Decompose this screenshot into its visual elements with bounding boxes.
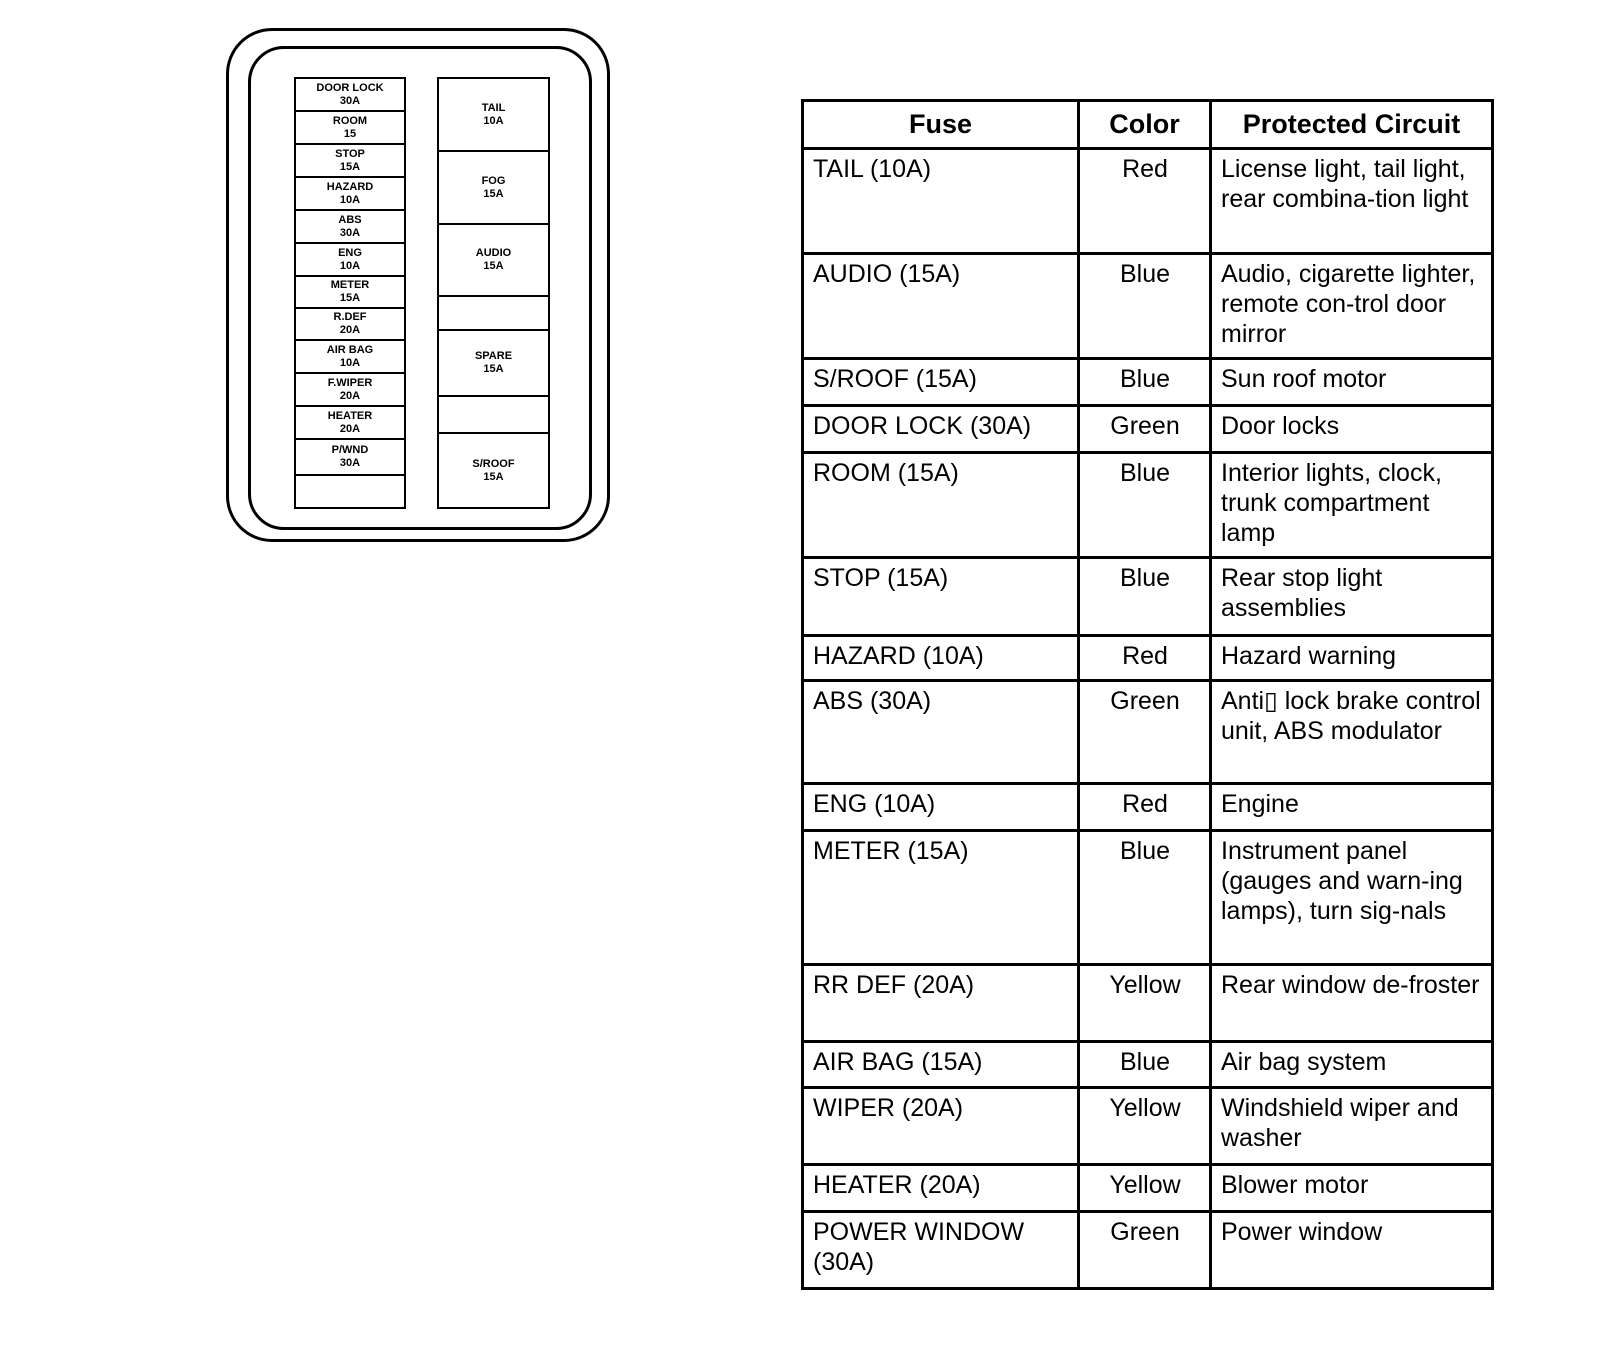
- cell-circuit: Sun roof motor: [1211, 359, 1493, 406]
- header-protected-circuit: Protected Circuit: [1211, 101, 1493, 149]
- table-row: [803, 636, 1493, 681]
- cell-circuit: Anti▯ lock brake control unit, ABS modulator: [1211, 681, 1493, 784]
- fuse-slot-rating: 10A: [483, 114, 504, 127]
- table-row: [803, 831, 1493, 965]
- fuse-slot-name: P/WND: [331, 444, 369, 456]
- table-row: [803, 1165, 1493, 1212]
- fuse-slot-sunroof: [439, 434, 548, 507]
- fuse-slot-name: R.DEF: [333, 311, 367, 323]
- fuse-slot-name: METER: [330, 279, 370, 291]
- cell-color: Blue: [1079, 453, 1211, 558]
- header-fuse: Fuse: [803, 101, 1079, 149]
- table-row: [803, 784, 1493, 831]
- fuse-slot-name: ABS: [338, 213, 362, 226]
- fuse-slot-rating: 30A: [339, 94, 361, 107]
- table-row: [803, 1088, 1493, 1165]
- fuse-table: [801, 99, 1494, 1290]
- table-row: [803, 1212, 1493, 1289]
- cell-circuit: Blower motor: [1211, 1165, 1493, 1212]
- cell-circuit: Door locks: [1211, 406, 1493, 453]
- cell-fuse: ROOM (15A): [803, 453, 1079, 558]
- table-row: [803, 359, 1493, 406]
- cell-circuit: License light, tail light, rear combina-tion light: [1211, 149, 1493, 254]
- fuse-slot-name: HAZARD: [326, 180, 374, 193]
- fuse-slot-name: SPARE: [474, 350, 513, 362]
- fuse-slot-rating: 30A: [339, 457, 361, 469]
- fuse-slot-rating: 20A: [339, 324, 361, 336]
- cell-color: Blue: [1079, 1042, 1211, 1088]
- cell-circuit: Windshield wiper and washer: [1211, 1088, 1493, 1165]
- cell-fuse: ABS (30A): [803, 681, 1079, 784]
- table-row: [803, 681, 1493, 784]
- fuse-slot-rating: 15A: [483, 260, 504, 272]
- fuse-slot-rating: 30A: [339, 226, 361, 239]
- cell-fuse: STOP (15A): [803, 558, 1079, 636]
- fuse-slot-name: DOOR LOCK: [316, 81, 384, 94]
- fuse-slot-heater: [296, 407, 404, 440]
- fuse-slot-empty: [439, 397, 548, 434]
- fuse-slot-name: STOP: [335, 147, 365, 160]
- cell-color: Green: [1079, 1212, 1211, 1289]
- cell-fuse: AUDIO (15A): [803, 254, 1079, 359]
- cell-fuse: POWER WINDOW (30A): [803, 1212, 1079, 1289]
- fuse-slot-rating: 20A: [339, 422, 361, 435]
- fuse-slot-audio: [439, 225, 548, 297]
- fuse-slot-rating: 20A: [339, 389, 361, 402]
- fuse-slot-air-bag: [296, 341, 404, 374]
- fuse-slot-name: AIR BAG: [326, 343, 374, 356]
- fuse-slot-empty: [296, 476, 404, 507]
- cell-circuit: Interior lights, clock, trunk compartment lamp: [1211, 453, 1493, 558]
- cell-circuit: Air bag system: [1211, 1042, 1493, 1088]
- fuse-box-right-column: [437, 77, 550, 509]
- cell-color: Blue: [1079, 254, 1211, 359]
- cell-color: Green: [1079, 406, 1211, 453]
- cell-color: Red: [1079, 784, 1211, 831]
- cell-fuse: DOOR LOCK (30A): [803, 406, 1079, 453]
- fuse-slot-rating: 10A: [339, 356, 361, 369]
- table-row: [803, 254, 1493, 359]
- cell-color: Yellow: [1079, 1088, 1211, 1165]
- cell-color: Red: [1079, 149, 1211, 254]
- fuse-slot-tail: [439, 79, 548, 152]
- fuse-slot-spare: [439, 331, 548, 397]
- table-row: [803, 558, 1493, 636]
- fuse-slot-rating: 15A: [483, 363, 504, 375]
- cell-fuse: AIR BAG (15A): [803, 1042, 1079, 1088]
- cell-fuse: S/ROOF (15A): [803, 359, 1079, 406]
- table-row: [803, 965, 1493, 1042]
- table-row: [803, 1042, 1493, 1088]
- cell-fuse: TAIL (10A): [803, 149, 1079, 254]
- fuse-slot-rating: 10A: [339, 259, 361, 272]
- table-row: [803, 406, 1493, 453]
- cell-circuit: Audio, cigarette lighter, remote con-trol door mirror: [1211, 254, 1493, 359]
- cell-circuit: Instrument panel (gauges and warn-ing lamps), turn sig-nals: [1211, 831, 1493, 965]
- fuse-slot-meter: [296, 277, 404, 309]
- fuse-slot-eng: [296, 244, 404, 277]
- fuse-slot-fog: [439, 152, 548, 225]
- cell-color: Red: [1079, 636, 1211, 681]
- cell-circuit: Engine: [1211, 784, 1493, 831]
- fuse-slot-empty: [439, 297, 548, 331]
- fuse-slot-power-window: [296, 440, 404, 476]
- fuse-slot-room: [296, 112, 404, 145]
- fuse-slot-name: ROOM: [332, 114, 368, 127]
- cell-color: Yellow: [1079, 965, 1211, 1042]
- cell-circuit: Power window: [1211, 1212, 1493, 1289]
- fuse-box-left-column: [294, 77, 406, 509]
- table-row: [803, 149, 1493, 254]
- cell-color: Green: [1079, 681, 1211, 784]
- cell-color: Yellow: [1079, 1165, 1211, 1212]
- fuse-slot-hazard: [296, 178, 404, 211]
- fuse-slot-name: ENG: [338, 246, 362, 259]
- fuse-slot-rear-defroster: [296, 309, 404, 341]
- cell-color: Blue: [1079, 831, 1211, 965]
- cell-fuse: HAZARD (10A): [803, 636, 1079, 681]
- cell-fuse: HEATER (20A): [803, 1165, 1079, 1212]
- fuse-slot-rating: 15A: [483, 470, 504, 483]
- cell-circuit: Rear stop light assemblies: [1211, 558, 1493, 636]
- fuse-slot-name: AUDIO: [475, 247, 512, 259]
- fuse-slot-name: F.WIPER: [327, 376, 373, 389]
- cell-color: Blue: [1079, 558, 1211, 636]
- fuse-slot-name: FOG: [481, 174, 506, 187]
- table-header-row: [803, 101, 1493, 149]
- fuse-slot-rating: 15A: [339, 292, 361, 304]
- fuse-slot-rating: 15A: [483, 187, 504, 200]
- fuse-slot-name: S/ROOF: [472, 457, 515, 470]
- fuse-slot-door-lock: [296, 79, 404, 112]
- table-row: [803, 453, 1493, 558]
- cell-fuse: ENG (10A): [803, 784, 1079, 831]
- cell-circuit: Rear window de-froster: [1211, 965, 1493, 1042]
- fuse-slot-stop: [296, 145, 404, 178]
- cell-fuse: METER (15A): [803, 831, 1079, 965]
- fuse-slot-name: HEATER: [327, 409, 373, 422]
- fuse-slot-name: TAIL: [481, 101, 506, 114]
- fuse-slot-rating: 15: [343, 127, 357, 140]
- fuse-slot-rating: 15A: [339, 160, 361, 173]
- cell-color: Blue: [1079, 359, 1211, 406]
- fuse-slot-front-wiper: [296, 374, 404, 407]
- header-color: Color: [1079, 101, 1211, 149]
- cell-circuit: Hazard warning: [1211, 636, 1493, 681]
- cell-fuse: WIPER (20A): [803, 1088, 1079, 1165]
- fuse-slot-rating: 10A: [339, 193, 361, 206]
- fuse-slot-abs: [296, 211, 404, 244]
- cell-fuse: RR DEF (20A): [803, 965, 1079, 1042]
